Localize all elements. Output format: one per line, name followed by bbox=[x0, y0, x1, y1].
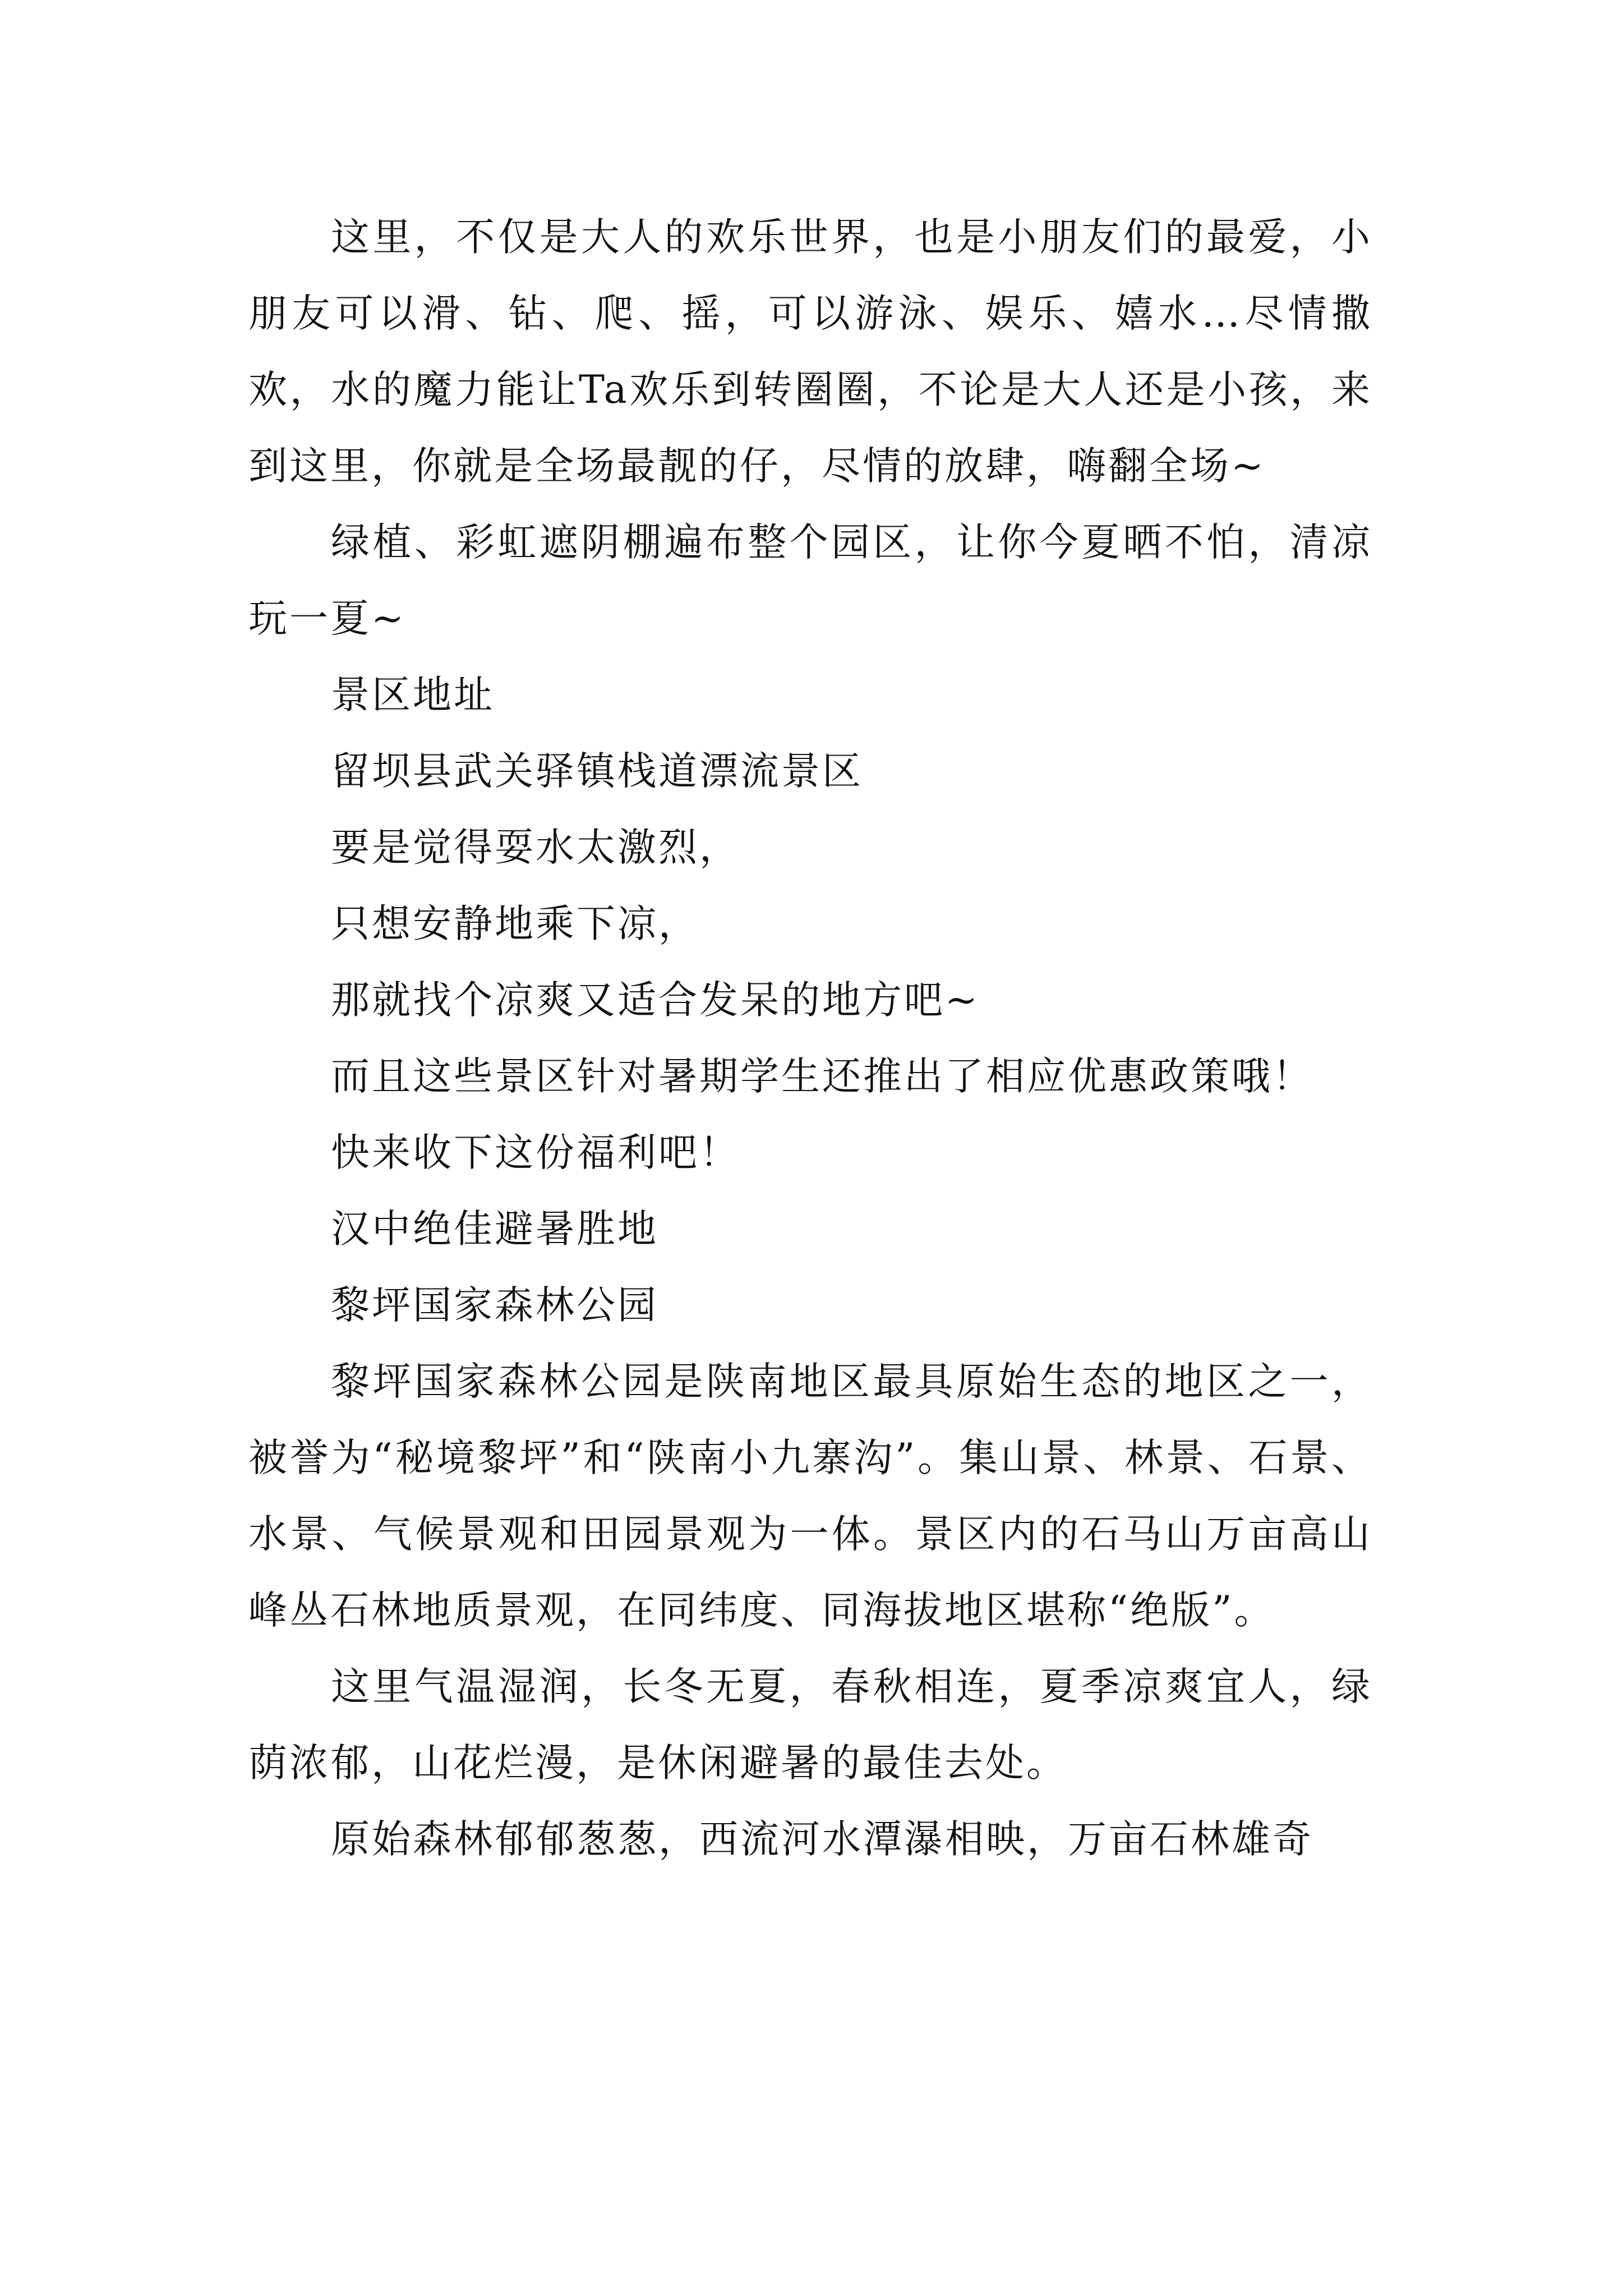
text-line: 只想安静地乘下凉， bbox=[331, 901, 699, 946]
text-line: 那就找个凉爽又适合发呆的地方吧~ bbox=[331, 978, 980, 1023]
paragraph-liping-forest: 原始森林郁郁葱葱，西流河水潭瀑相映，万亩石林雄奇 bbox=[331, 1817, 1313, 1862]
heading-scenic-address: 景区地址 bbox=[331, 673, 495, 717]
scenic-address-text: 留坝县武关驿镇栈道漂流景区 bbox=[331, 749, 863, 794]
text-line: 要是觉得耍水太激烈， bbox=[331, 825, 740, 870]
text-line: 快来收下这份福利吧！ bbox=[331, 1130, 740, 1175]
text-line: 而且这些景区针对暑期学生还推出了相应优惠政策哦！ bbox=[331, 1054, 1313, 1099]
section-heading: 汉中绝佳避暑胜地 bbox=[331, 1207, 658, 1251]
paragraph-shade-canopy: 绿植、彩虹遮阴棚遍布整个园区，让你今夏晒不怕，清凉玩一夏~ bbox=[248, 520, 1372, 641]
paragraph-liping-climate: 这里气温湿润，长冬无夏，春秋相连，夏季凉爽宜人，绿荫浓郁，山花烂漫，是休闲避暑的最佳去处。 bbox=[248, 1664, 1372, 1786]
paragraph-water-park-intro: 这里，不仅是大人的欢乐世界，也是小朋友们的最爱，小朋友可以滑、钻、爬、摇，可以游泳、娱乐、嬉水…尽情撒欢，水的魔力能让Ta欢乐到转圈圈，不论是大人还是小孩，来到这里，你就是全场最靓的仔，尽情的放肆，嗨翻全场~ bbox=[248, 215, 1372, 489]
park-name-heading: 黎坪国家森林公园 bbox=[331, 1283, 658, 1328]
paragraph-liping-intro: 黎坪国家森林公园是陕南地区最具原始生态的地区之一，被誉为“秘境黎坪”和“陕南小九寨沟”。集山景、林景、石景、水景、气候景观和田园景观为一体。景区内的石马山万亩高山峰丛石林地质景观，在同纬度、同海拔地区堪称“绝版”。 bbox=[248, 1359, 1372, 1633]
document-body bbox=[248, 199, 1372, 1878]
